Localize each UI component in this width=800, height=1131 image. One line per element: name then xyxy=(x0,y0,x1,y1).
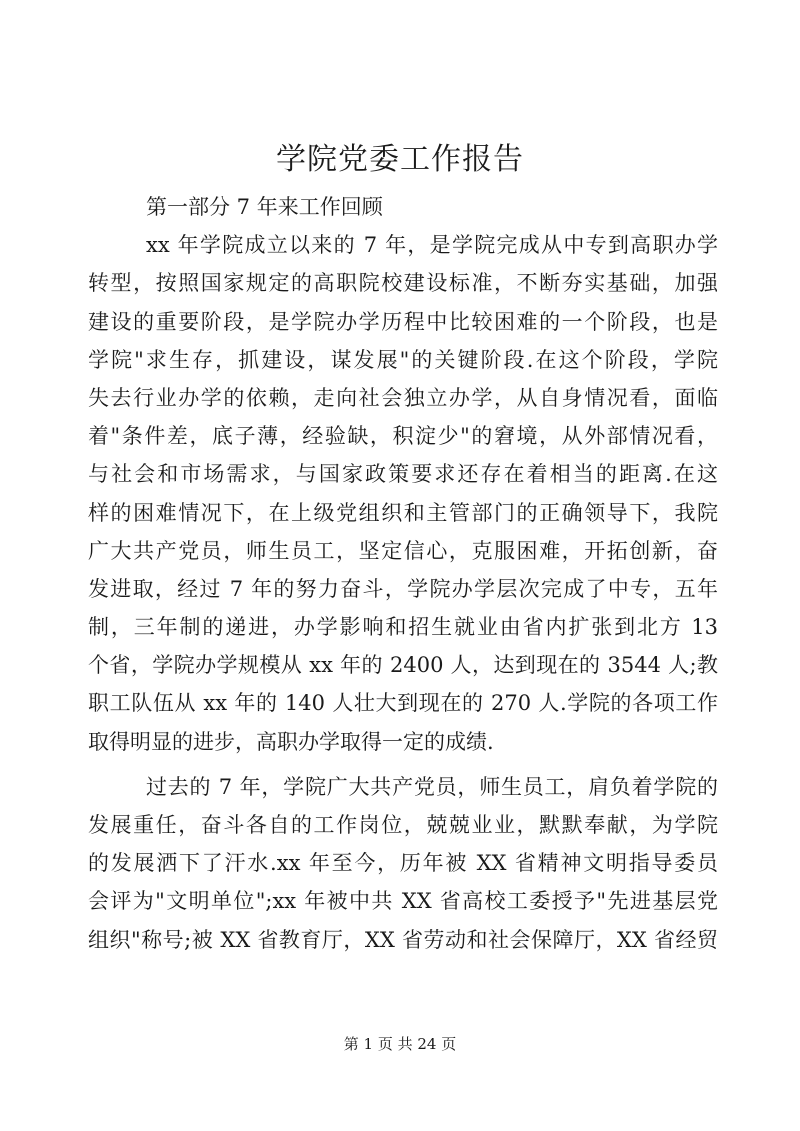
paragraph-line: 与社会和市场需求，与国家政策要求还存在着相当的距离.在这 xyxy=(88,462,718,487)
paragraph-line: 发进取，经过 7 年的努力奋斗，学院办学层次完成了中专，五年 xyxy=(88,576,718,601)
paragraph-line: 取得明显的进步，高职办学取得一定的成绩. xyxy=(88,729,494,754)
paragraph-line: xx 年学院成立以来的 7 年，是学院完成从中专到高职办学 xyxy=(146,233,718,258)
paragraph-line: 制，三年制的递进，办学影响和招生就业由省内扩张到北方 13 xyxy=(88,615,718,640)
paragraph-line: 着"条件差，底子薄，经验缺，积淀少"的窘境，从外部情况看， xyxy=(88,424,718,449)
paragraph-line: 职工队伍从 xx 年的 140 人壮大到现在的 270 人.学院的各项工作 xyxy=(88,691,718,716)
document-body xyxy=(88,188,718,959)
paragraph-2 xyxy=(88,768,718,959)
paragraph-line: 转型，按照国家规定的高职院校建设标准，不断夯实基础，加强 xyxy=(88,271,718,296)
section-heading: 第一部分 7 年来工作回顾 xyxy=(146,195,383,219)
paragraph-line: 会评为"文明单位";xx 年被中共 XX 省高校工委授予"先进基层党 xyxy=(88,889,718,914)
paragraph-line: 发展重任，奋斗各自的工作岗位，兢兢业业，默默奉献，为学院 xyxy=(88,813,718,837)
paragraph-gap xyxy=(88,761,718,768)
paragraph-line: 建设的重要阶段，是学院办学历程中比较困难的一个阶段，也是 xyxy=(88,309,718,334)
paragraph-line: 个省，学院办学规模从 xx 年的 2400 人，达到现在的 3544 人;教 xyxy=(88,653,718,678)
paragraph-line: 组织"称号;被 XX 省教育厅，XX 省劳动和社会保障厅，XX 省经贸 xyxy=(88,927,718,952)
paragraph-line: 失去行业办学的依赖，走向社会独立办学，从自身情况看，面临 xyxy=(88,385,718,410)
document-title: 学院党委工作报告 xyxy=(276,142,524,177)
paragraph-1 xyxy=(88,226,718,761)
paragraph-line: 样的困难情况下，在上级党组织和主管部门的正确领导下，我院 xyxy=(88,500,718,525)
paragraph-line: 过去的 7 年，学院广大共产党员，师生员工，肩负着学院的 xyxy=(146,774,718,799)
paragraph-line: 广大共产党员，师生员工，坚定信心，克服困难，开拓创新，奋 xyxy=(88,538,718,563)
page-number: 第 1 页 共 24 页 xyxy=(343,1035,457,1053)
paragraph-line: 的发展洒下了汗水.xx 年至今，历年被 XX 省精神文明指导委员 xyxy=(88,851,718,876)
paragraph-line: 学院"求生存，抓建设，谋发展"的关键阶段.在这个阶段，学院 xyxy=(88,347,718,372)
